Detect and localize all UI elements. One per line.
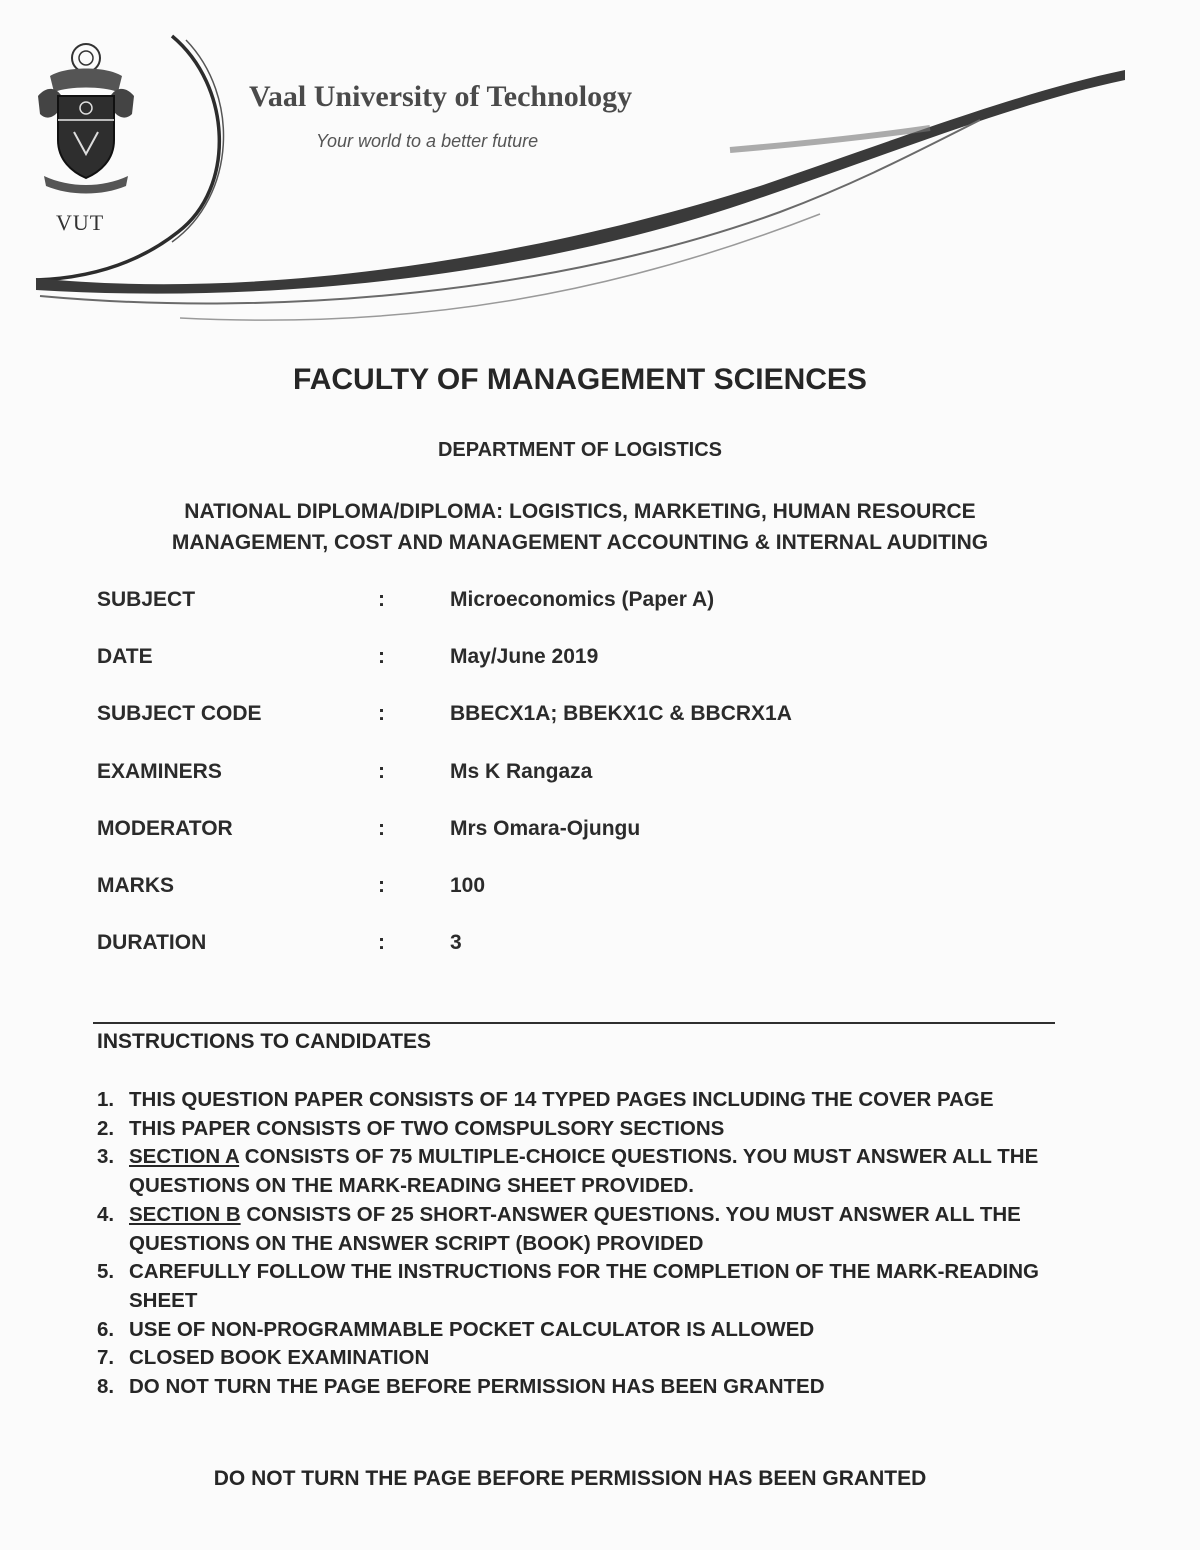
details-colon: : [378, 759, 385, 783]
details-colon: : [378, 588, 385, 611]
instruction-item [97, 1143, 1077, 1200]
instruction-text: THIS PAPER CONSISTS OF TWO COMSPULSORY SECTIONS [129, 1116, 725, 1140]
qualification-line: NATIONAL DIPLOMA/DIPLOMA: LOGISTICS, MARKETING, HUMAN RESOURCE [184, 500, 976, 523]
details-label: MODERATOR [97, 816, 233, 840]
crest-abbreviation: VUT [56, 210, 105, 235]
instructions-list [97, 1086, 1077, 1402]
instruction-text: CONSISTS OF 75 MULTIPLE-CHOICE QUESTIONS. YOU MUST ANSWER ALL THE QUESTIONS ON THE MARK-READING SHEET PROVIDED. [129, 1145, 1039, 1198]
details-value: May/June 2019 [450, 645, 599, 669]
details-colon: : [378, 873, 385, 897]
details-colon: : [378, 931, 385, 955]
instruction-text: USE OF NON-PROGRAMMABLE POCKET CALCULATOR IS ALLOWED [129, 1317, 815, 1341]
instruction-item [97, 1373, 1077, 1402]
department-title: DEPARTMENT OF LOGISTICS [437, 439, 723, 461]
details-label: MARKS [97, 873, 174, 897]
section-divider [93, 1022, 1055, 1024]
instruction-number: 5. [97, 1260, 115, 1284]
university-tagline: Your world to a better future [316, 131, 539, 151]
instruction-item [97, 1344, 1077, 1373]
instruction-underlined: SECTION A [129, 1145, 240, 1169]
details-row-moderator [97, 817, 997, 874]
university-crest-icon [30, 36, 142, 196]
details-value: Mrs Omara-Ojungu [450, 816, 641, 840]
instruction-number: 2. [97, 1116, 115, 1140]
details-label: SUBJECT CODE [97, 702, 262, 726]
instruction-item [97, 1115, 1077, 1144]
details-colon: : [378, 702, 385, 726]
details-label: EXAMINERS [97, 759, 222, 783]
instruction-number: 1. [97, 1088, 115, 1111]
details-value: 3 [450, 931, 462, 955]
details-label: DATE [97, 645, 153, 669]
faculty-title: FACULTY OF MANAGEMENT SCIENCES [293, 363, 867, 396]
instruction-number: 4. [97, 1202, 115, 1226]
details-colon: : [378, 816, 385, 840]
details-value: Microeconomics (Paper A) [450, 588, 715, 611]
university-name: Vaal University of Technology [249, 80, 633, 113]
details-row-subject-code [97, 702, 997, 759]
details-row-examiners [97, 760, 997, 817]
details-value: BBECX1A; BBEKX1C & BBCRX1A [450, 702, 792, 726]
qualification-title [0, 496, 1160, 558]
instruction-item [97, 1086, 1077, 1115]
instruction-text: CONSISTS OF 25 SHORT-ANSWER QUESTIONS. YOU MUST ANSWER ALL THE QUESTIONS ON THE ANSWER SCRIPT (BOOK) PROVIDED [129, 1202, 1021, 1255]
details-value: 100 [450, 873, 486, 897]
instruction-text: CAREFULLY FOLLOW THE INSTRUCTIONS FOR THE COMPLETION OF THE MARK-READING SHEET [129, 1260, 1039, 1312]
instruction-item [97, 1201, 1077, 1258]
letterhead-swoosh-decoration [0, 0, 1200, 340]
details-row-subject [97, 588, 997, 645]
details-label: SUBJECT [97, 588, 196, 611]
details-label: DURATION [97, 931, 207, 955]
instruction-number: 8. [97, 1375, 115, 1399]
instruction-item [97, 1316, 1077, 1345]
instruction-number: 6. [97, 1317, 115, 1341]
details-value: Ms K Rangaza [450, 759, 593, 783]
instruction-underlined: SECTION B [129, 1202, 241, 1226]
qualification-line: MANAGEMENT, COST AND MANAGEMENT ACCOUNTING & INTERNAL AUDITING [171, 531, 989, 554]
details-row-date [97, 645, 997, 702]
instruction-text: THIS QUESTION PAPER CONSISTS OF 14 TYPED PAGES INCLUDING THE COVER PAGE [129, 1088, 994, 1111]
instruction-text: DO NOT TURN THE PAGE BEFORE PERMISSION HAS BEEN GRANTED [129, 1375, 825, 1399]
instructions-title: INSTRUCTIONS TO CANDIDATES [97, 1030, 432, 1053]
details-row-duration [97, 931, 997, 988]
exam-details-table [97, 588, 997, 988]
instruction-number: 7. [97, 1346, 115, 1370]
instruction-item [97, 1258, 1077, 1315]
instruction-text: CLOSED BOOK EXAMINATION [129, 1346, 430, 1370]
footer-warning: DO NOT TURN THE PAGE BEFORE PERMISSION HAS BEEN GRANTED [213, 1467, 927, 1490]
instruction-number: 3. [97, 1145, 115, 1169]
details-colon: : [378, 645, 385, 669]
details-row-marks [97, 874, 997, 931]
